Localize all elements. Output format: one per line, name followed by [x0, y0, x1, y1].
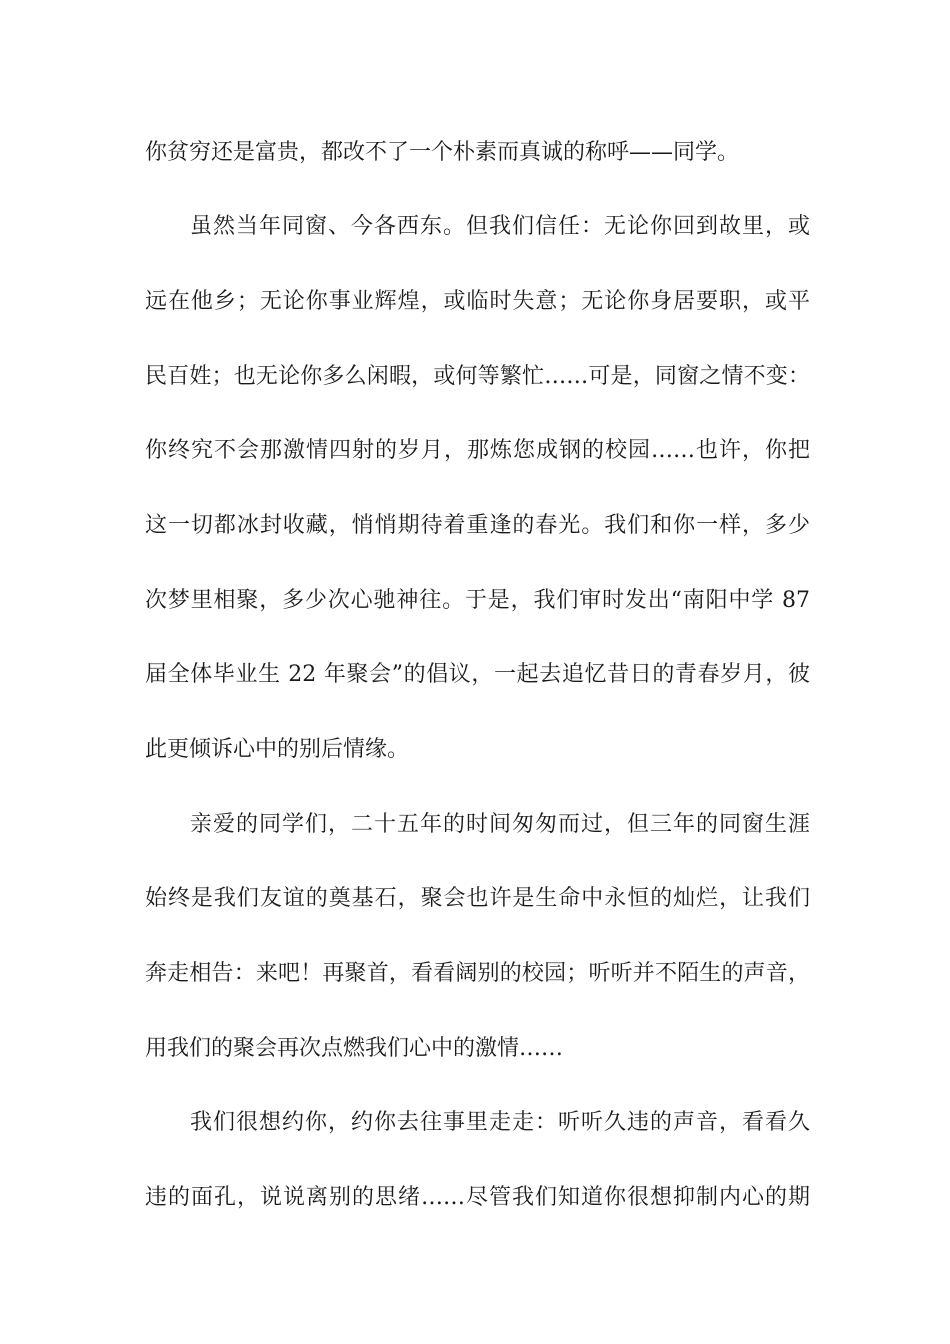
text-line-6: 这一切都冰封收藏，悄悄期待着重逢的春光。我们和你一样，多少	[145, 513, 810, 538]
text-line-13: 用我们的聚会再次点燃我们心中的激情……	[145, 1036, 564, 1061]
text-line-2: 虽然当年同窗、今各西东。但我们信任：无论你回到故里，或	[190, 214, 810, 239]
text-line-7: 次梦里相聚，多少次心驰神往。于是，我们审时发出“南阳中学 87	[145, 588, 810, 613]
text-line-15: 违的面孔，说说离别的思绪……尽管我们知道你很想抑制内心的期	[145, 1185, 810, 1210]
text-line-4: 民百姓；也无论你多么闲暇，或何等繁忙……可是，同窗之情不变：	[145, 364, 810, 389]
text-line-1: 你贫穷还是富贵，都改不了一个朴素而真诚的称呼——同学。	[145, 140, 740, 165]
text-line-14: 我们很想约你，约你去往事里走走：听听久违的声音，看看久	[190, 1110, 810, 1135]
text-line-8: 届全体毕业生 22 年聚会”的倡议，一起去追忆昔日的青春岁月，彼	[145, 662, 810, 687]
text-line-10: 亲爱的同学们，二十五年的时间匆匆而过，但三年的同窗生涯	[190, 812, 810, 837]
text-line-3: 远在他乡；无论你事业辉煌，或临时失意；无论你身居要职，或平	[145, 289, 810, 314]
text-line-5: 你终究不会那激情四射的岁月，那炼您成钢的校园……也许，你把	[145, 438, 810, 463]
text-line-12: 奔走相告：来吧！再聚首，看看阔别的校园；听听并不陌生的声音，	[145, 961, 810, 986]
text-line-9: 此更倾诉心中的别后情缘。	[145, 737, 410, 762]
text-line-11: 始终是我们友谊的奠基石，聚会也许是生命中永恒的灿烂，让我们	[145, 886, 810, 911]
